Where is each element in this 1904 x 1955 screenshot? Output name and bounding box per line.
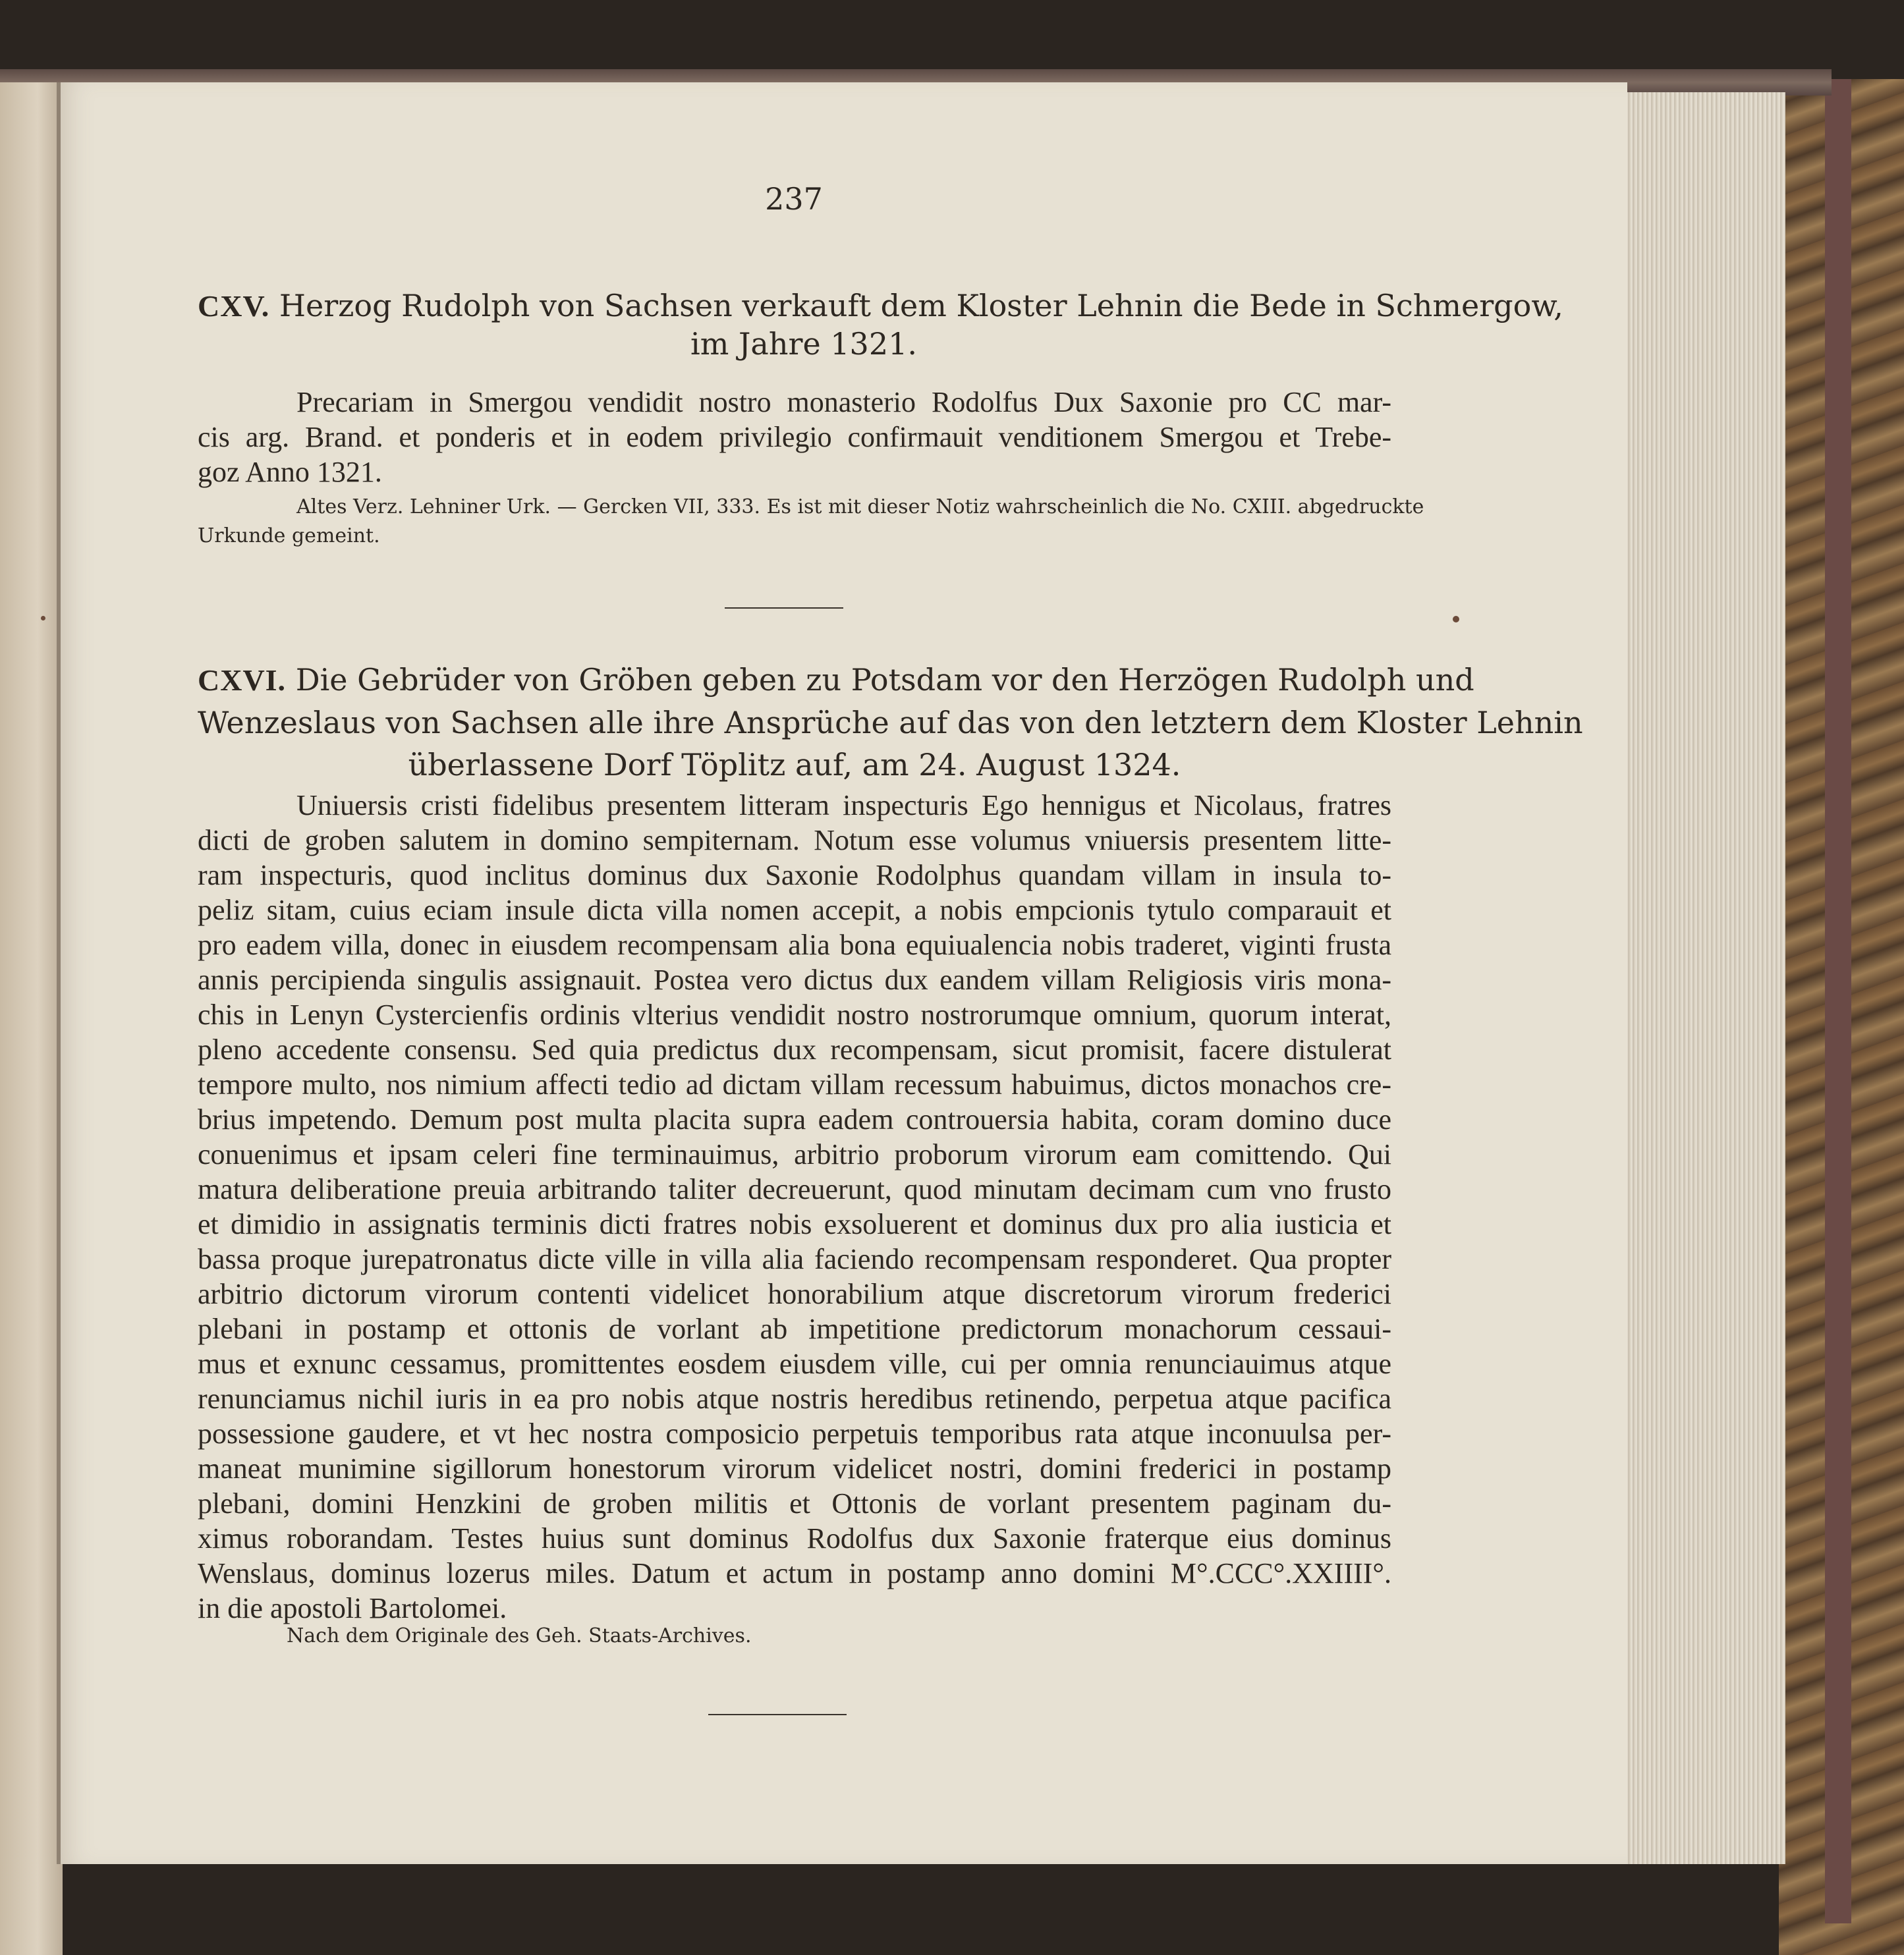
page-number: 237 <box>765 181 823 217</box>
cxv-body-line: Precariam in Smergou vendidit nostro monasterio Rodolfus Dux Saxonie pro CC mar- <box>296 386 1391 418</box>
cxvi-body-line: renunciamus nichil iuris in ea pro nobis atque nostris heredibus retinendo, perpetua atque pacifica <box>198 1383 1391 1415</box>
ink-speck <box>41 616 45 620</box>
section-divider <box>725 607 843 609</box>
section-divider <box>708 1714 847 1715</box>
cxvi-body-line: chis in Lenyn Cystercienfis ordinis vlterius vendidit nostro nostrorumque omnium, quorum interat, <box>198 999 1391 1031</box>
cxv-title-line2: im Jahre 1321. <box>690 326 917 362</box>
cxvi-body-line: matura deliberatione preuia arbitrando taliter decreuerunt, quod minutam decimam cum vno frusto <box>198 1173 1391 1205</box>
cxv-body-line: goz Anno 1321. <box>198 456 382 488</box>
cxvi-heading <box>198 659 1583 786</box>
left-page-edge <box>0 82 63 1955</box>
cxvi-body-line: arbitrio dictorum virorum contenti videlicet honorabilium atque discretorum virorum frederici <box>198 1278 1391 1310</box>
cxvi-body-line: in die apostoli Bartolomei. <box>198 1592 507 1624</box>
cxv-note-line2: Urkunde gemeint. <box>198 524 380 547</box>
cxvi-body-line: mus et exnunc cessamus, promittentes eosdem eiusdem ville, cui per omnia renunciauimus atque <box>198 1348 1391 1380</box>
cxvi-body-line: pro eadem villa, donec in eiusdem recompensam alia bona equiualencia nobis traderet, viginti frusta <box>198 929 1391 961</box>
cxvi-body-line: maneat munimine sigillorum honestorum virorum videlicet nostri, domini frederici in postamp <box>198 1452 1391 1485</box>
cxvi-body-line: annis percipienda singulis assignauit. Postea vero dictus dux eandem villam Religiosis viris mona- <box>198 964 1391 996</box>
cxv-body-line: cis arg. Brand. et ponderis et in eodem privilegio confirmauit venditionem Smergou et Trebe- <box>198 421 1391 453</box>
cxvi-title-line3: überlassene Dorf Töplitz auf, am 24. August 1324. <box>408 747 1181 783</box>
cxvi-body-line: plebani, domini Henzkini de groben militis et Ottonis de vorlant presentem paginam du- <box>198 1487 1391 1520</box>
cxvi-body-line: Wenslaus, dominus lozerus miles. Datum et actum in postamp anno domini M°.CCC°.XXIIII°. <box>198 1557 1391 1589</box>
cxv-note-line1: Altes Verz. Lehniner Urk. — Gercken VII, 333. Es ist mit dieser Notiz wahrscheinlich die No. CXIII. abgedruckte <box>296 495 1424 518</box>
cxvi-body-line: possessione gaudere, et vt hec nostra composicio perpetuis temporibus rata atque inconuulsa per- <box>198 1418 1391 1450</box>
page-stack-edges <box>1621 92 1785 1864</box>
cxvi-body-line: ximus roborandam. Testes huius sunt dominus Rodolfus dux Saxonie fraterque eius dominus <box>198 1522 1391 1555</box>
cxv-body <box>198 385 1391 489</box>
cxvi-body-line: plebani in postamp et ottonis de vorlant ab impetitione predictorum monachorum cessaui- <box>198 1313 1391 1345</box>
cxvi-body-line: bassa proque jurepatronatus dicte ville in villa alia faciendo recompensam responderet. Qua propter <box>198 1243 1391 1275</box>
cxvi-body <box>198 788 1391 1626</box>
cxvi-body-line: brius impetendo. Demum post multa placita supra eadem controuersia habita, coram domino duce <box>198 1103 1391 1136</box>
cxv-title-line2-wrap <box>198 323 1410 365</box>
cxv-numeral: CXV. <box>198 289 270 323</box>
cxv-title-line1: Herzog Rudolph von Sachsen verkauft dem Kloster Lehnin die Bede in Schmergow, <box>279 288 1563 323</box>
cxvi-body-line: peliz sitam, cuius eciam insule dicta villa nomen accepit, a nobis empcionis tytulo comparauit et <box>198 894 1391 926</box>
cxvi-numeral: CXVI. <box>198 663 287 697</box>
cxvi-body-line: tempore multo, nos nimium affecti tedio ad dictam villam recessum habuimus, dictos monachos cre- <box>198 1068 1391 1101</box>
cxvi-body-line: ram inspecturis, quod inclitus dominus dux Saxonie Rodolphus quandam villam in insula to- <box>198 859 1391 891</box>
cxvi-source-note: Nach dem Originale des Geh. Staats-Archives. <box>287 1624 752 1647</box>
cxv-heading <box>198 285 1563 327</box>
cxvi-body-line: conuenimus et ipsam celeri fine terminauimus, arbitrio proborum virorum eam comittendo. Qui <box>198 1138 1391 1170</box>
cover-edge <box>1825 79 1851 1923</box>
gutter <box>57 82 61 1864</box>
cxvi-body-line: Uniuersis cristi fidelibus presentem litteram inspecturis Ego hennigus et Nicolaus, fratres <box>296 789 1391 821</box>
cxvi-body-line: et dimidio in assignatis terminis dicti fratres nobis exsoluerent et dominus dux pro alia iusticia et <box>198 1208 1391 1240</box>
cxvi-title-line2: Wenzeslaus von Sachsen alle ihre Ansprüche auf das von den letztern dem Kloster Lehnin <box>198 705 1583 740</box>
cxvi-body-line: pleno accedente consensu. Sed quia predictus dux recompensam, sicut promisit, facere distulerat <box>198 1033 1391 1066</box>
cxv-source-note <box>198 493 1424 551</box>
ink-speck <box>1453 616 1459 622</box>
cxvi-body-line: dicti de groben salutem in domino sempiternam. Notum esse volumus vniuersis presentem litte- <box>198 824 1391 856</box>
cxvi-title-line1: Die Gebrüder von Gröben geben zu Potsdam vor den Herzögen Rudolph und <box>295 662 1474 698</box>
